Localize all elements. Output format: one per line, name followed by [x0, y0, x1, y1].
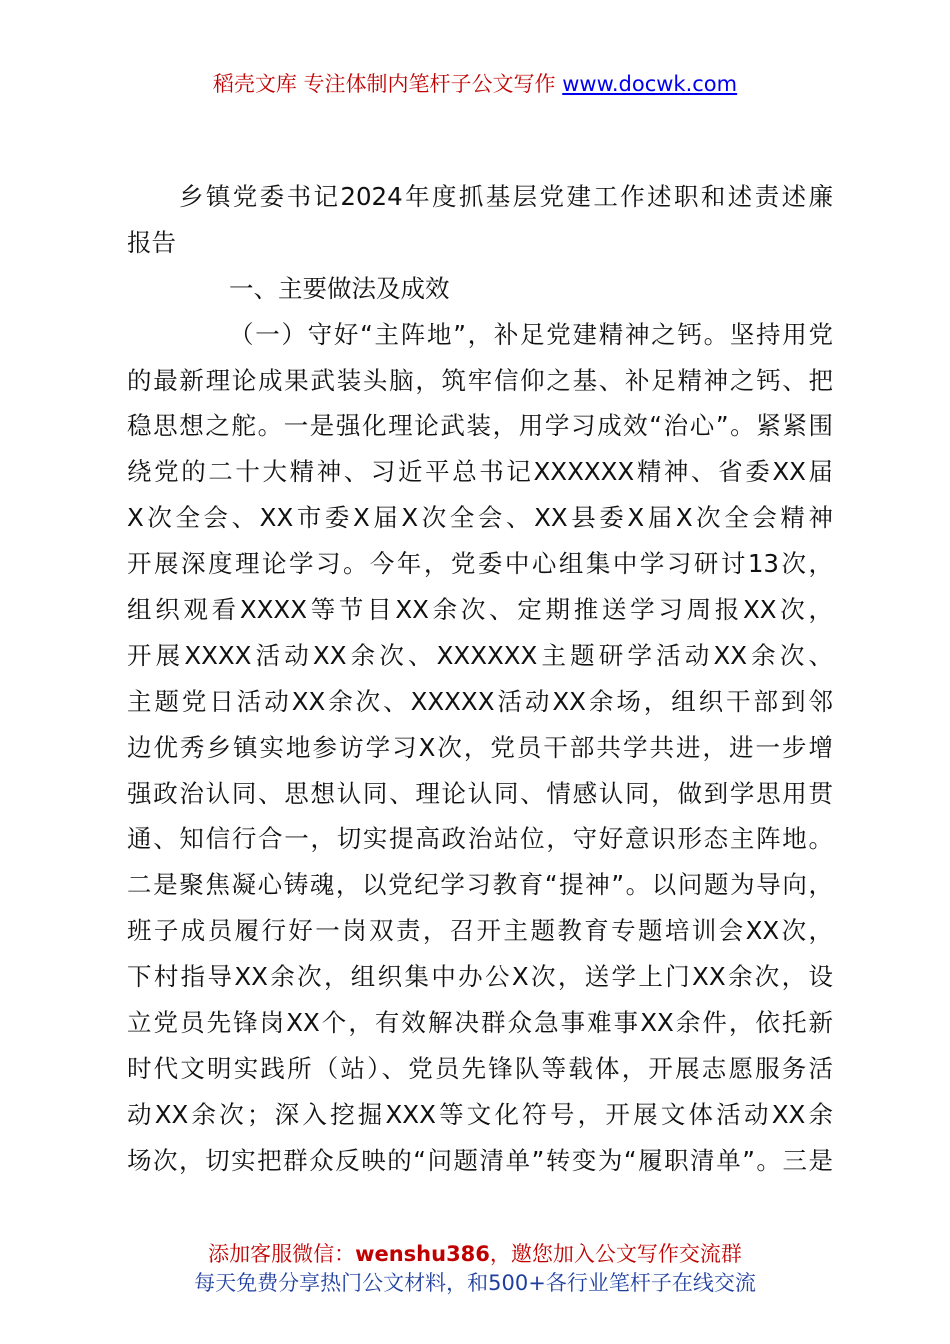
footer-wechat-id: wenshu386: [355, 1242, 490, 1266]
document-title-line-2: 报告: [127, 227, 176, 257]
paragraph-line: 二是聚焦凝心铸魂，以党纪学习教育“提神”。以问题为导向，: [127, 870, 833, 900]
subsection-heading: （一）守好“主阵地”，补足党建精神之钙。坚持用党: [229, 319, 833, 349]
paragraph-line: 通、知信行合一，切实提高政治站位，守好意识形态主阵地。: [127, 824, 833, 854]
paragraph-line: 立党员先锋岗XX个，有效解决群众急事难事XX余件，依托新: [127, 1008, 833, 1038]
page-footer: [0, 1240, 950, 1298]
footer-wechat-line: [0, 1240, 950, 1269]
paragraph-line: 开展XXXX活动XX余次、XXXXXX主题研学活动XX余次、: [127, 640, 833, 670]
page-header: [0, 70, 950, 98]
paragraph-line: 场次，切实把群众反映的“问题清单”转变为“履职清单”。三是: [127, 1145, 833, 1175]
paragraph-line: 开展深度理论学习。今年，党委中心组集中学习研讨13次，: [127, 549, 833, 579]
paragraph-line: 强政治认同、思想认同、理论认同、情感认同，做到学思用贯: [127, 778, 833, 808]
paragraph-line: 边优秀乡镇实地参访学习X次，党员干部共学共进，进一步增: [127, 732, 833, 762]
footer-wechat-prefix: 添加客服微信：: [208, 1242, 356, 1266]
paragraph-line: 组织观看XXXX等节目XX余次、定期推送学习周报XX次，: [127, 595, 833, 625]
header-url-link[interactable]: www.docwk.com: [562, 72, 738, 96]
document-body: [127, 174, 833, 1184]
paragraph-line: 下村指导XX余次，组织集中办公X次，送学上门XX余次，设: [127, 962, 833, 992]
paragraph-line: 班子成员履行好一岗双责，召开主题教育专题培训会XX次，: [127, 916, 833, 946]
section-heading: 一、主要做法及成效: [229, 273, 450, 303]
footer-wechat-suffix: ，邀您加入公文写作交流群: [489, 1242, 742, 1266]
paragraph-line: 主题党日活动XX余次、XXXXX活动XX余场，组织干部到邻: [127, 686, 833, 716]
paragraph-line: 动XX余次；深入挖掘XXX等文化符号，开展文体活动XX余: [127, 1099, 833, 1129]
paragraph-line: 绕党的二十大精神、习近平总书记XXXXXX精神、省委XX届: [127, 457, 833, 487]
footer-share-line: 每天免费分享热门公文材料，和500+各行业笔杆子在线交流: [194, 1271, 756, 1295]
paragraph-line: 稳思想之舵。一是强化理论武装，用学习成效“治心”。紧紧围: [127, 411, 833, 441]
header-text: 稻壳文库 专注体制内笔杆子公文写作: [212, 72, 556, 96]
paragraph-line: X次全会、XX市委X届X次全会、XX县委X届X次全会精神: [127, 503, 833, 533]
paragraph-line: 时代文明实践所（站）、党员先锋队等载体，开展志愿服务活: [127, 1053, 833, 1083]
paragraph-line: 的最新理论成果武装头脑，筑牢信仰之基、补足精神之钙、把: [127, 365, 833, 395]
document-title-line-1: 乡镇党委书记2024年度抓基层党建工作述职和述责述廉: [179, 182, 833, 211]
